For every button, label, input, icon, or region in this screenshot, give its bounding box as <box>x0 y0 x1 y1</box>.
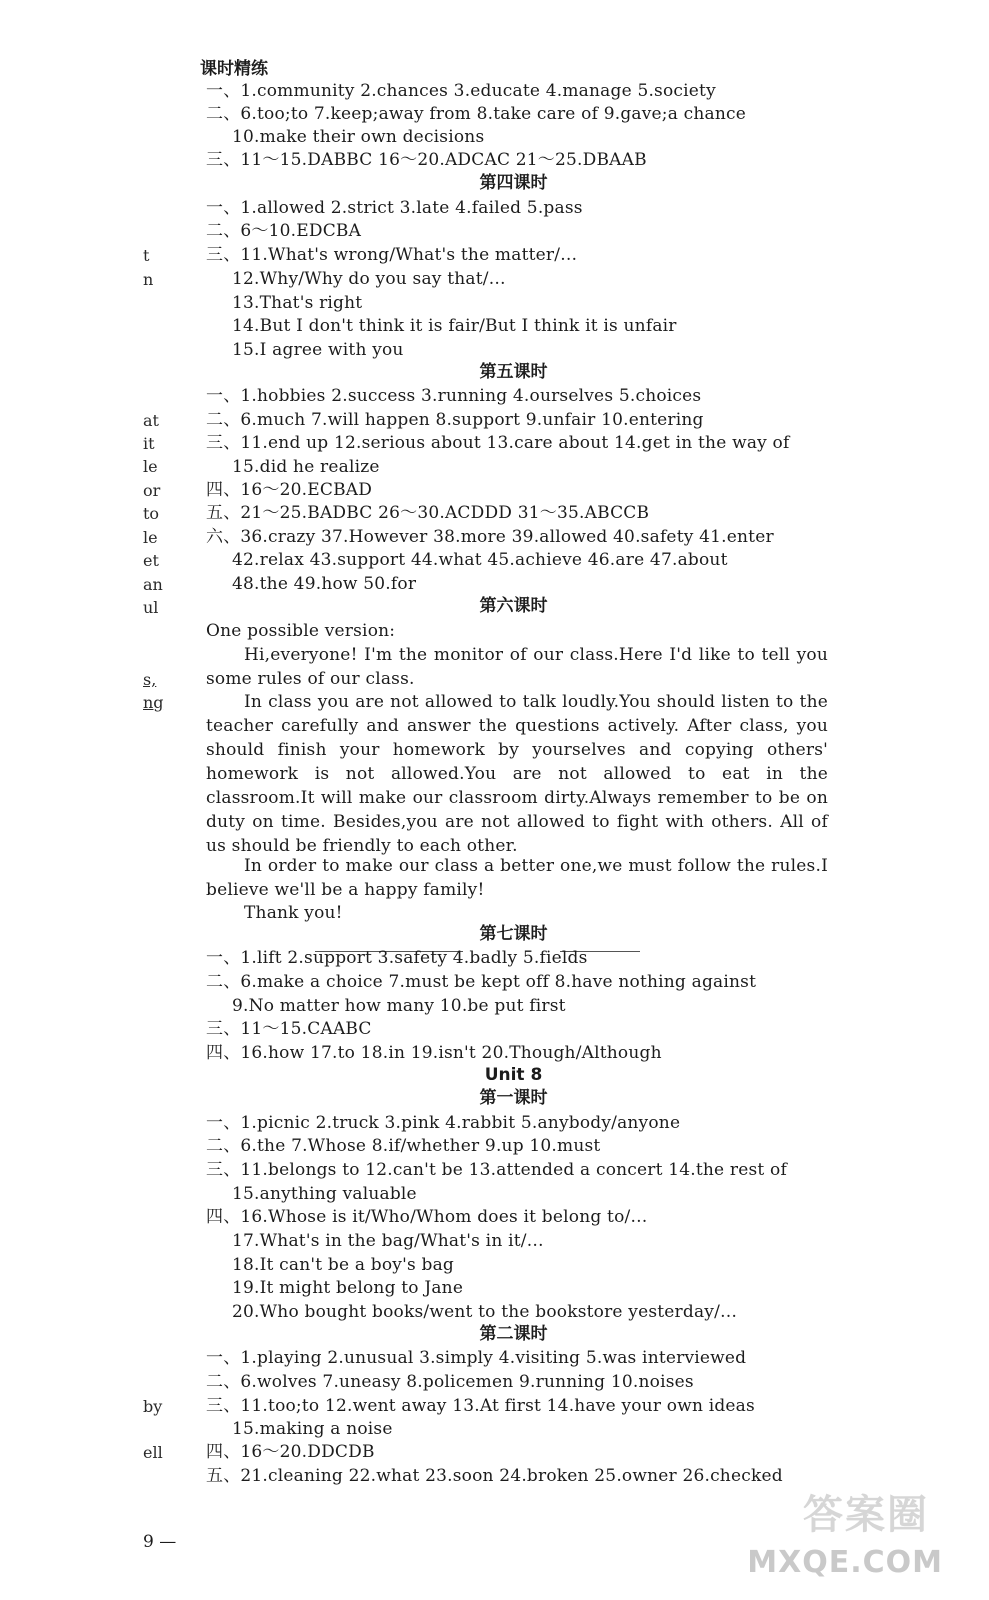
essay-paragraph: In class you are not allowed to talk loudly.You should listen to the teacher carefully and answer the questions actively. After class, you should finish your homework by yourselves and copying others' homework is not allowed.You are not allowed to eat in the classroom.It will make our classroom dirty.Always remember to be on duty on time. Besides,you are not allowed to fight with others. All of us should be friendly to each other. <box>206 692 828 856</box>
answer-line: 15.making a noise <box>232 1419 393 1439</box>
section-title-unit8-lesson-1: 第一课时 <box>479 1088 548 1108</box>
section-title-lesson-7: 第七课时 <box>479 924 548 944</box>
answer-line: 9.No matter how many 10.be put first <box>232 996 566 1016</box>
margin-fragment: s, <box>143 670 157 689</box>
answer-line: 42.relax 43.support 44.what 45.achieve 46.are 47.about <box>232 550 728 570</box>
answer-line: 19.It might belong to Jane <box>232 1278 464 1298</box>
margin-fragment: an <box>143 575 163 594</box>
margin-fragment: ng <box>143 693 164 712</box>
answer-line: 10.make their own decisions <box>232 127 485 147</box>
margin-fragment: t <box>143 246 150 265</box>
margin-fragment: or <box>143 481 161 500</box>
answer-line: 四、16～20.ECBAD <box>206 480 373 500</box>
essay-closing: Thank you! <box>244 903 343 923</box>
answer-line: 三、11.end up 12.serious about 13.care about 14.get in the way of <box>206 433 790 453</box>
answer-line: 一、1.community 2.chances 3.educate 4.manage 5.society <box>206 81 716 101</box>
answer-line: 48.the 49.how 50.for <box>232 574 417 594</box>
margin-fragment: at <box>143 411 159 430</box>
margin-fragment: et <box>143 551 159 570</box>
answer-line: 三、11～15.CAABC <box>206 1019 372 1039</box>
margin-fragment: it <box>143 434 155 453</box>
answer-line: 二、6.wolves 7.uneasy 8.policemen 9.running 10.noises <box>206 1372 694 1392</box>
answer-line: 三、11.What's wrong/What's the matter/… <box>206 245 578 265</box>
answer-line: 三、11.belongs to 12.can't be 13.attended a concert 14.the rest of <box>206 1160 787 1180</box>
answer-line: 15.I agree with you <box>232 340 404 360</box>
section-title-lesson-4: 第四课时 <box>479 173 548 193</box>
watermark <box>739 1492 969 1592</box>
answer-line: 三、11.too;to 12.went away 13.At first 14.have your own ideas <box>206 1396 755 1416</box>
answer-line: 二、6.much 7.will happen 8.support 9.unfair 10.entering <box>206 410 704 430</box>
answer-line: 五、21.cleaning 22.what 23.soon 24.broken 25.owner 26.checked <box>206 1466 783 1486</box>
margin-fragment: ul <box>143 598 159 617</box>
section-title-unit8-lesson-2: 第二课时 <box>479 1324 548 1344</box>
watermark-site: MXQE.COM <box>747 1545 943 1580</box>
answer-line: 13.That's right <box>232 293 363 313</box>
answer-line: 一、1.picnic 2.truck 3.pink 4.rabbit 5.anybody/anyone <box>206 1113 681 1133</box>
answer-line: 15.anything valuable <box>232 1184 417 1204</box>
answer-line: 二、6.the 7.Whose 8.if/whether 9.up 10.must <box>206 1136 601 1156</box>
essay-paragraph: In order to make our class a better one,we must follow the rules.I believe we'll be a happy family! <box>206 856 828 900</box>
answer-line: 12.Why/Why do you say that/… <box>232 269 506 289</box>
section-title-lesson-5: 第五课时 <box>479 362 548 382</box>
answer-line: 六、36.crazy 37.However 38.more 39.allowed 40.safety 41.enter <box>206 527 774 547</box>
margin-fragment: n <box>143 270 154 289</box>
margin-fragment: le <box>143 528 158 547</box>
margin-fragment: le <box>143 457 158 476</box>
answer-line: 一、1.allowed 2.strict 3.late 4.failed 5.pass <box>206 198 583 218</box>
essay-paragraph: Hi,everyone! I'm the monitor of our class.Here I'd like to tell you some rules of our class. <box>206 645 828 689</box>
answer-line: 一、1.lift 2.support 3.safety 4.badly 5.fields <box>206 948 588 968</box>
answer-line: 四、16.Whose is it/Who/Whom does it belong to/… <box>206 1207 648 1227</box>
answer-line: 14.But I don't think it is fair/But I think it is unfair <box>232 316 677 336</box>
answer-line: 四、16.how 17.to 18.in 19.isn't 20.Though/Although <box>206 1043 662 1063</box>
answer-line: 18.It can't be a boy's bag <box>232 1255 455 1275</box>
answer-line: 15.did he realize <box>232 457 380 477</box>
margin-fragment: by <box>143 1397 163 1416</box>
section-title-keshi: 课时精练 <box>200 59 268 79</box>
answer-line: 二、6.make a choice 7.must be kept off 8.have nothing against <box>206 972 757 992</box>
answer-line: 三、11～15.DABBC 16～20.ADCAC 21～25.DBAAB <box>206 150 647 170</box>
essay-intro: One possible version: <box>206 621 396 641</box>
margin-fragment: to <box>143 504 160 523</box>
section-title-lesson-6: 第六课时 <box>479 596 548 616</box>
answer-line: 二、6.too;to 7.keep;away from 8.take care of 9.gave;a chance <box>206 104 747 124</box>
unit-title: Unit 8 <box>484 1065 543 1085</box>
watermark-logo: 答案圈 <box>803 1492 929 1538</box>
answer-line: 一、1.playing 2.unusual 3.simply 4.visiting 5.was interviewed <box>206 1348 747 1368</box>
answer-line: 四、16～20.DDCDB <box>206 1442 375 1462</box>
answer-line: 17.What's in the bag/What's in it/… <box>232 1231 544 1251</box>
answer-line: 20.Who bought books/went to the bookstore yesterday/… <box>232 1302 738 1322</box>
page-number: 9 — <box>143 1532 177 1552</box>
answer-line: 二、6～10.EDCBA <box>206 221 362 241</box>
answer-line: 一、1.hobbies 2.success 3.running 4.ourselves 5.choices <box>206 386 702 406</box>
answer-line: 五、21～25.BADBC 26～30.ACDDD 31～35.ABCCB <box>206 503 650 523</box>
margin-fragment: ell <box>143 1443 163 1462</box>
